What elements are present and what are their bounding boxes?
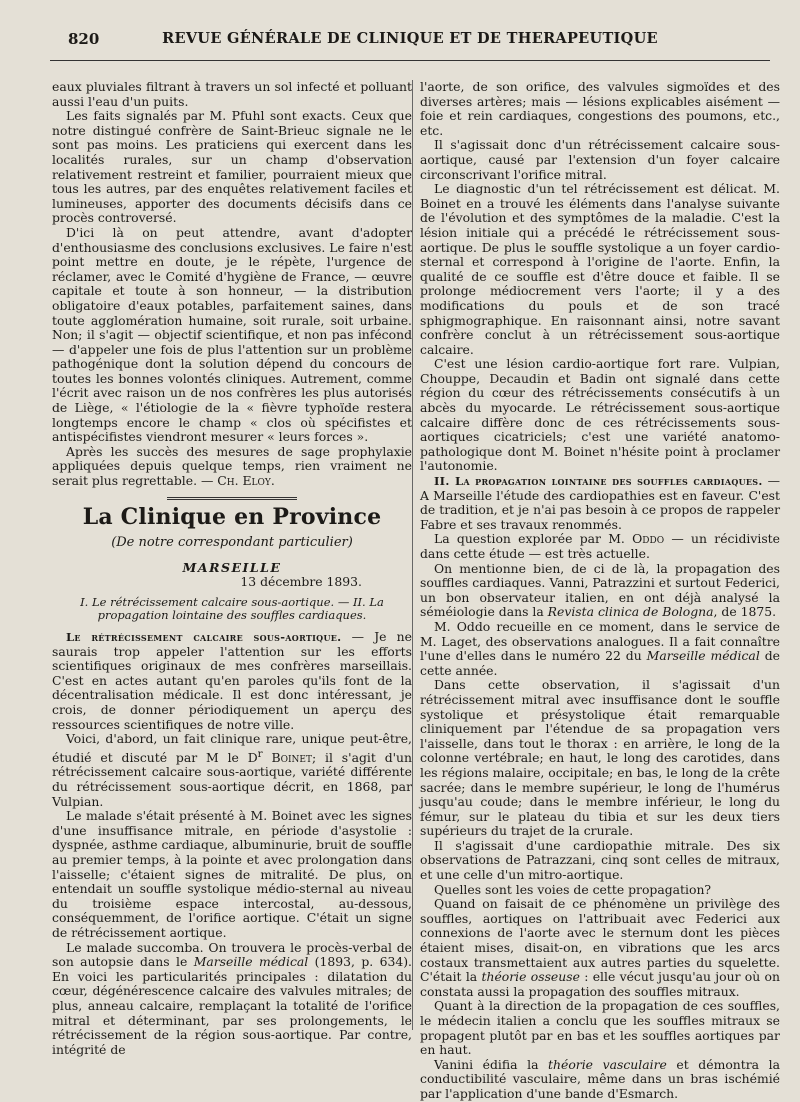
left-column — [52, 80, 412, 1057]
right-column — [420, 80, 780, 1102]
correspondent-line: (De notre correspondant particulier) — [111, 535, 353, 551]
paragraph: Il s'agissait donc d'un rétrécissement calcaire sous-aortique, causé par l'extension d'un foyer calcaire circonscrivant l'orifice mitral. — [420, 137, 780, 182]
journal-title: Marseille médical — [193, 954, 309, 970]
paragraph: l'aorte, de son orifice, des valvules sigmoïdes et des diverses artères; mais — lésions explicables aisément — foie et rein cardiaques, congestions des poumons, etc., etc. — [420, 79, 780, 138]
paragraph-text: Quand on faisait de ce phénomène un privilège des souffles, aortiques on l'attribuait avec Federici aux connexions de l'aorte avec le sternum dont les pièces étaient mises, disait-on, en vibrations que les arcs costaux transmettaient aux autres parties du squelette. C'était la — [420, 896, 780, 985]
paragraph — [420, 1058, 780, 1102]
theory-name: théorie vasculaire — [548, 1056, 667, 1072]
paragraph — [52, 941, 412, 1058]
paragraph-text: de cette année. — [420, 648, 781, 678]
author-name: Boinet — [262, 749, 312, 765]
page-header — [50, 28, 770, 52]
paragraph-text: , de 1875. — [713, 604, 777, 620]
paragraph: Il s'agissait d'une cardiopathie mitrale. Des six observations de Patrazzani, cinq sont celles de mitraux, et une celle d'un mitro-aortique. — [420, 837, 780, 883]
paragraph — [420, 897, 780, 999]
header-rule — [50, 60, 770, 61]
paragraph-text: (1893, p. 634). En voici les particularités principales : dilatation du cœur, dégénérescence calcaire des valvules mitrales; de plus, anneau calcaire, remplaçant la totalité de l'orifice mitral et déterminant, par ses prolongements, le rétrécissement de la région sous-aortique. Par contre, intégrité de — [52, 954, 412, 1057]
paragraph: Les faits signalés par M. Pfuhl sont exacts. Ceux que notre distingué confrère de Saint-Brieuc signale ne le sont pas moins. Les praticiens qui exercent dans les localités rurales, sur un champ d'observation relativement restreint et familier, pourraient mieux que tous les autres, par des enquêtes relativement faciles et lumineuses, apporter des documents décisifs dans ce procès controversé. — [52, 108, 412, 226]
paragraph-text: — Je ne saurais trop appeler l'attention sur les efforts scientifiques originaux de mes confrères marseillais. C'est en actes autant qu'en paroles qu'ils font de la décentralisation médicale. Il est donc intéressant, je crois, de donner périodiquement un aperçu des ressources scientifiques de notre ville. — [52, 629, 412, 732]
subsection-label: Le rétrécissement calcaire sous-aortique. — [66, 630, 342, 644]
paragraph-text: On mentionne bien, de ci de là, la propagation des souffles cardiaques. Vanni, Patrazzini et surtout Federici, un bon observateur italien, en ont déjà analysé la séméiologie dans la — [420, 560, 780, 620]
paragraph: Quelles sont les voies de cette propagation? — [434, 881, 712, 897]
column-divider — [412, 80, 413, 1030]
paragraph: Quant à la direction de la propagation de ces souffles, le médecin italien a conclu que les souffles mitraux se propagent plutôt par en bas et les souffles aortiques par en haut. — [420, 998, 780, 1058]
paragraph-text: Après les succès des mesures de sage prophylaxie appliquées depuis quelque temps, rien vraiment ne serait plus regrettable. — — [52, 443, 412, 489]
paragraph — [52, 732, 412, 809]
paragraph: C'est une lésion cardio-aortique fort rare. Vulpian, Chouppe, Decaudin et Badin ont signalé dans cette région du cœur des rétrécissements consécutifs à un abcès du myocarde. Le rétrécissement sous-aortique calcaire diffère donc de ces rétrécissements sous-aortiques cicatriciels; c'est une variété anatomo-pathologique dont M. Boinet n'hésite point à proclamer l'autonomie. — [420, 356, 780, 474]
journal-title: Revista clinica de Bologna — [547, 604, 714, 620]
paragraph — [52, 445, 412, 489]
paragraph — [420, 474, 780, 532]
paragraph-text: Vanini édifia la — [434, 1056, 549, 1072]
paragraph: Dans cette observation, il s'agissait d'un rétrécissement mitral avec insuffisance dont le souffle systolique et présystolique était remarquable cliniquement par l'étendue de sa propagation vers l'aisselle, dans tout le thorax : en arrière, le long de la colonne vertébrale; en haut, le long des carotides, dans les régions malaire, occipitale; en bas, le long de la crête sacrée; dans le membre supérieur, le long de l'humérus jusqu'au coude; dans le membre inférieur, le long du fémur, sur le plateau du tibia et sur les deux tiers supérieurs du trajet de la crurale. — [420, 677, 780, 839]
paragraph: Le malade s'était présenté à M. Boinet avec les signes d'une insuffisance mitrale, en période d'asystolie : dyspnée, asthme cardiaque, albuminurie, bruit de souffle au premier temps, à la pointe et avec prolongation dans l'aisselle; c'étaient signes de mitralité. De plus, on entendait un souffle systolique médio-sternal au niveau du troisième espace intercostal, au-dessous, conséquemment, de l'orifice aortique. C'était un signe de rétrécissement aortique. — [52, 808, 412, 940]
section-title: La Clinique en Province — [82, 503, 382, 530]
dateline: 13 décembre 1893. — [240, 574, 362, 590]
paragraph: eaux pluviales filtrant à travers un sol infecté et polluant aussi l'eau d'un puits. — [52, 79, 412, 109]
paragraph — [420, 532, 780, 561]
journal-title: Marseille médical — [646, 648, 760, 664]
article-summary: I. Le rétrécissement calcaire sous-aortique. — II. La propagation lointaine des souffles cardiaques. — [80, 595, 384, 622]
paragraph-text: et démontra la conductibilité vasculaire, même dans un bras ischémié par l'application d'une bande d'Esmarch. — [420, 1056, 780, 1101]
city-heading: MARSEILLE — [182, 559, 282, 575]
paragraph-text: Le malade succomba. On trouvera le procès-verbal de son autopsie dans le — [52, 939, 412, 970]
page-number: 820 — [68, 30, 100, 48]
superscript: r — [257, 747, 263, 760]
section-rule — [167, 497, 297, 500]
paragraph-text: — A Marseille l'étude des cardiopathies est en faveur. C'est de tradition, et je n'ai pas besoin à ce propos de rappeler Fabre et ses travaux renommés. — [420, 473, 780, 532]
paragraph — [52, 630, 412, 732]
paragraph — [420, 620, 780, 678]
paragraph: D'ici là on peut attendre, avant d'adopter d'enthousiasme des conclusions exclusives. Le faire n'est point mettre en doute, je le répète, l'urgence de réclamer, avec le Comité d'hygiène de France, — œuvre capitale et toute à son honneur, — la distribution obligatoire d'eaux potables, parfaitement saines, dans toute agglomération humaine, soit rurale, soit urbaine. Non; il s'agit — objectif scientifique, et non pas infécond — d'appeler une fois de plus l'attention sur un problème pathogénique dont la solution dépend du concours de toutes les bonnes volontés cliniques. Autrement, comme l'écrit avec raison un de nos confrères les plus autorisés de Liège, « l'étiologie de la « fièvre typhoïde restera longtemps encore le champ « clos où spécifistes et antispécifistes viendront mesurer « leurs forces ». — [52, 224, 412, 445]
author-signature: Ch. Eloy. — [217, 473, 275, 489]
paragraph-text: : elle vécut jusqu'au jour où on constata aussi la propagation des souffles mitraux. — [420, 969, 780, 999]
paragraph — [420, 562, 780, 620]
theory-name: théorie osseuse — [481, 969, 580, 985]
paragraph-text: M. Oddo recueille en ce moment, dans le service de M. Laget, des observations analogues. Il a fait connaître l'une d'elles dans le numéro 22 du — [420, 618, 780, 664]
paragraph-text: ; il s'agit d'un rétrécissement calcaire sous-aortique, variété différente du rétrécissement sous-aortique décrit, en 1868, par Vulpian. — [52, 749, 412, 809]
paragraph-text: La question explorée par M. — [434, 531, 633, 547]
running-title: REVUE GÉNÉRALE DE CLINIQUE ET DE THERAPEUTIQUE — [162, 30, 658, 47]
subsection-label: II. La propagation lointaine des souffles cardiaques. — [434, 474, 763, 489]
paragraph: Le diagnostic d'un tel rétrécissement est délicat. M. Boinet en a trouvé les éléments dans l'analyse suivante de l'évolution et des symptômes de la maladie. C'est la lésion initiale qui a précédé le rétrécissement sous-aortique. De plus le souffle systolique a un foyer cardio-sternal et correspond à l'origine de l'aorte. Enfin, la qualité de ce souffle est d'être douce et faible. Il se prolonge médiocrement vers l'aorte; il y a des modifications du pouls et de son tracé sphigmographique. En raisonnant ainsi, notre savant confrère conclut à un rétrécissement sous-aortique calcaire. — [420, 181, 780, 357]
paragraph-text: Voici, d'abord, un fait clinique rare, unique peut-être, étudié et discuté par M le D — [52, 731, 412, 765]
paragraph-text: — un récidiviste dans cette étude — est très actuelle. — [420, 531, 780, 561]
author-name: Oddo — [632, 531, 665, 547]
